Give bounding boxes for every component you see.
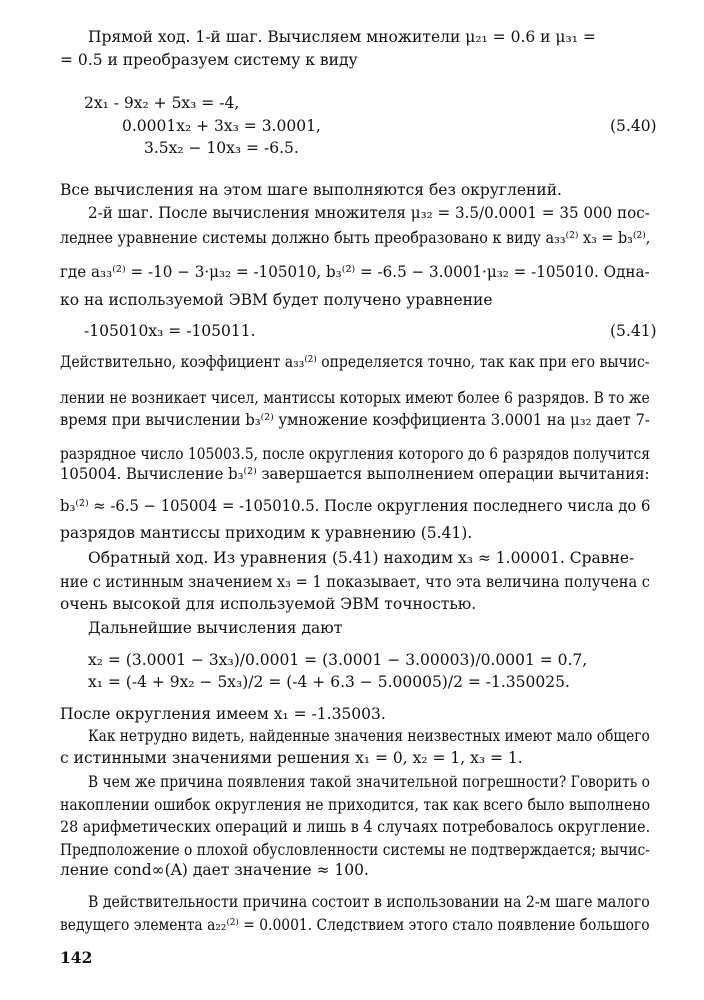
equation-line: -105010x₃ = -105011. — [84, 322, 256, 340]
text-line: Действительно, коэффициент a₃₃⁽²⁾ определяется точно, так как при его вычис- — [60, 353, 650, 371]
text-line: очень высокой для используемой ЭВМ точностью. — [60, 595, 477, 613]
text-line: ление cond∞(A) дает значение ≈ 100. — [60, 861, 369, 879]
page-number: 142 — [60, 948, 93, 967]
text-line: b₃⁽²⁾ ≈ -6.5 − 105004 = -105010.5. После округления последнего числа до 6 — [60, 497, 651, 515]
text-line: разрядов мантиссы приходим к уравнению (5.41). — [60, 524, 473, 542]
text-line: с истинными значениями решения x₁ = 0, x₂ = 1, x₃ = 1. — [60, 749, 523, 767]
text-line: Дальнейшие вычисления дают — [88, 619, 343, 637]
text-line: 28 арифметических операций и лишь в 4 случаях потребовалось округление. — [60, 818, 651, 836]
text-line: 105004. Вычисление b₃⁽²⁾ завершается выполнением операции вычитания: — [60, 465, 650, 483]
text-line: время при вычислении b₃⁽²⁾ умножение коэффициента 3.0001 на μ₃₂ дает 7- — [60, 411, 650, 429]
text-line: 2-й шаг. После вычисления множителя μ₃₂ = 3.5/0.0001 = 35 000 пос- — [88, 204, 650, 222]
text-line: Все вычисления на этом шаге выполняются без округлений. — [60, 181, 562, 199]
equation-line: 3.5x₂ − 10x₃ = -6.5. — [144, 139, 299, 157]
equation-number: (5.40) — [610, 117, 657, 135]
text-line: ко на используемой ЭВМ будет получено уравнение — [60, 291, 493, 309]
text-line: Предположение о плохой обусловленности системы не подтверждается; вычис- — [60, 841, 650, 859]
text-line: Прямой ход. 1-й шаг. Вычисляем множители μ₂₁ = 0.6 и μ₃₁ = — [88, 28, 596, 46]
equation-line: x₂ = (3.0001 − 3x₃)/0.0001 = (3.0001 − 3.00003)/0.0001 = 0.7, — [88, 651, 588, 669]
text-line: лении не возникает чисел, мантиссы которых имеют более 6 разрядов. В то же — [60, 389, 650, 407]
text-line: разрядное число 105003.5, после округления которого до 6 разрядов получится — [60, 445, 650, 463]
equation-line: x₁ = (-4 + 9x₂ − 5x₃)/2 = (-4 + 6.3 − 5.00005)/2 = -1.350025. — [88, 673, 570, 691]
text-line: леднее уравнение системы должно быть преобразовано к виду a₃₃⁽²⁾ x₃ = b₃⁽²⁾, — [60, 229, 651, 247]
text-line: После округления имеем x₁ = -1.35003. — [60, 705, 386, 723]
text-line: В чем же причина появления такой значительной погрешности? Говорить о — [88, 773, 650, 791]
text-line: В действительности причина состоит в использовании на 2-м шаге малого — [88, 893, 650, 911]
text-line: = 0.5 и преобразуем систему к виду — [60, 51, 358, 69]
text-line: Обратный ход. Из уравнения (5.41) находим x₃ ≈ 1.00001. Сравне- — [88, 549, 635, 567]
equation-line: 2x₁ - 9x₂ + 5x₃ = -4, — [84, 94, 240, 112]
text-line: ние с истинным значением x₃ = 1 показывает, что эта величина получена с — [60, 573, 650, 591]
text-line: где a₃₃⁽²⁾ = -10 − 3·μ₃₂ = -105010, b₃⁽²⁾ = -6.5 − 3.0001·μ₃₂ = -105010. Одна- — [60, 263, 650, 281]
equation-number: (5.41) — [610, 322, 657, 340]
text-line: ведущего элемента a₂₂⁽²⁾ = 0.0001. Следствием этого стало появление большого — [60, 916, 650, 934]
text-line: Как нетрудно видеть, найденные значения неизвестных имеют мало общего — [88, 727, 650, 745]
text-line: накоплении ошибок округления не приходится, так как всего было выполнено — [60, 796, 651, 814]
equation-line: 0.0001x₂ + 3x₃ = 3.0001, — [122, 117, 321, 135]
